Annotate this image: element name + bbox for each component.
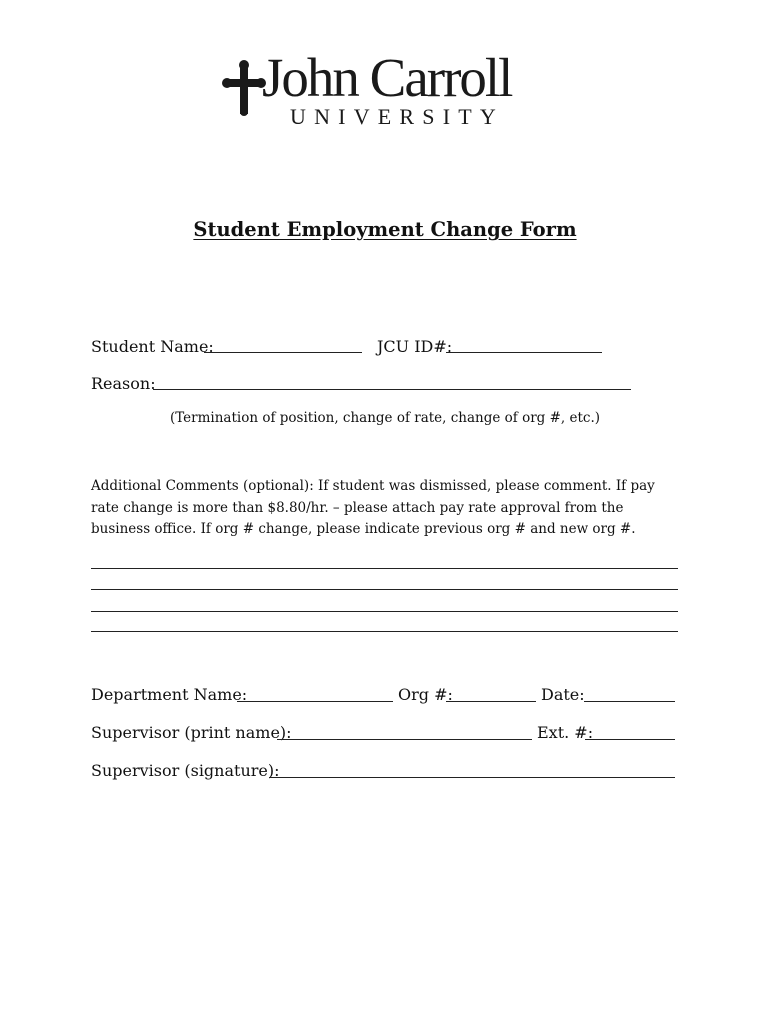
- supervisor-print-field[interactable]: [277, 739, 532, 740]
- reason-note: (Termination of position, change of rate, change of org #, etc.): [169, 410, 601, 426]
- date-label: Date:: [541, 685, 585, 704]
- org-field[interactable]: [446, 701, 536, 702]
- jcu-id-label: JCU ID#:: [377, 337, 453, 356]
- reason-label: Reason:: [91, 374, 156, 393]
- university-logo: [222, 47, 552, 134]
- student-name-field[interactable]: [204, 352, 362, 353]
- comments-instructions: Additional Comments (optional): If student was dismissed, please comment. If pay rate change is more than $8.80/hr. – please attach pay rate approval from the business office. If org # change, please indicate previous org # and new org #.: [91, 478, 655, 537]
- comment-line[interactable]: [91, 568, 678, 569]
- date-field[interactable]: [584, 701, 675, 702]
- student-name-label: Student Name:: [91, 337, 214, 356]
- comment-line[interactable]: [91, 589, 678, 590]
- supervisor-print-label: Supervisor (print name):: [91, 723, 292, 742]
- form-title: Student Employment Change Form: [193, 218, 577, 241]
- reason-field[interactable]: [153, 389, 631, 390]
- logo-name: John Carroll: [262, 47, 512, 108]
- supervisor-signature-label: Supervisor (signature):: [91, 761, 280, 780]
- comment-line[interactable]: [91, 611, 678, 612]
- department-name-field[interactable]: [237, 701, 393, 702]
- jcu-id-field[interactable]: [446, 352, 602, 353]
- org-label: Org #:: [398, 685, 453, 704]
- ext-field[interactable]: [585, 739, 675, 740]
- ext-label: Ext. #:: [537, 723, 594, 742]
- logo-subtitle: UNIVERSITY: [290, 104, 504, 129]
- department-name-label: Department Name:: [91, 685, 248, 704]
- supervisor-signature-field[interactable]: [269, 777, 675, 778]
- comment-line[interactable]: [91, 631, 678, 632]
- cross-icon: [222, 60, 266, 116]
